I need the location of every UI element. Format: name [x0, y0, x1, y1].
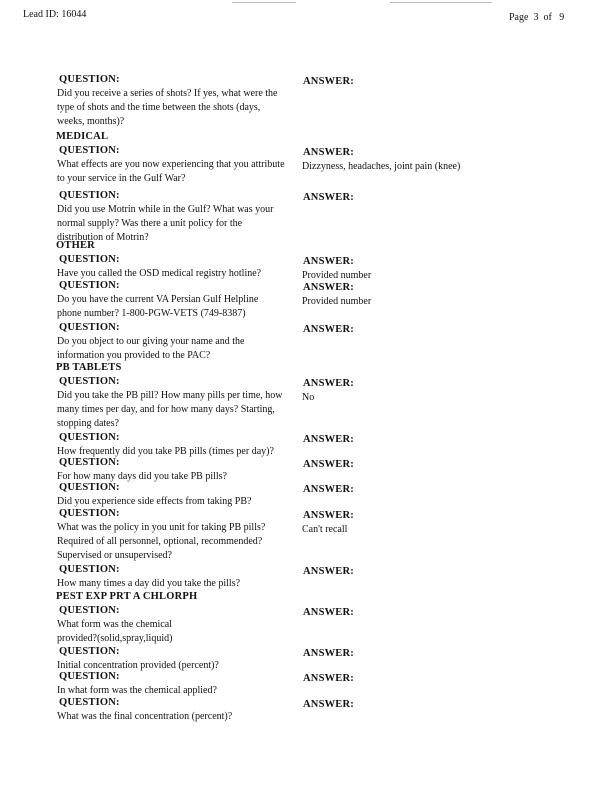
question-text: What form was the chemical — [57, 619, 172, 630]
question-text: Required of all personnel, optional, recommended? — [57, 536, 263, 547]
answer-label: ANSWER: — [303, 434, 354, 445]
answer-text: Provided number — [302, 270, 372, 281]
question-text: phone number? 1-800-PGW-VETS (749-8387) — [57, 308, 246, 319]
scan-artifact-line — [390, 2, 444, 3]
question-label: QUESTION: — [59, 190, 120, 201]
question-text: weeks, months)? — [57, 116, 125, 127]
question-text: Initial concentration provided (percent)? — [57, 660, 219, 671]
question-text: type of shots and the time between the shots (days, — [57, 102, 261, 113]
answer-label: ANSWER: — [303, 192, 354, 203]
answer-label: ANSWER: — [303, 147, 354, 158]
scan-artifact-line — [232, 2, 296, 3]
question-label: QUESTION: — [59, 457, 120, 468]
answer-label: ANSWER: — [303, 699, 354, 710]
question-label: QUESTION: — [59, 482, 120, 493]
question-text: What was the final concentration (percent)? — [57, 711, 233, 722]
question-text: information you provided to the PAC? — [57, 350, 211, 361]
page-number: Page 3 of 9 — [509, 12, 565, 23]
question-label: QUESTION: — [59, 254, 120, 265]
question-text: to your service in the Gulf War? — [57, 173, 186, 184]
question-label: QUESTION: — [59, 605, 120, 616]
question-text: For how many days did you take PB pills? — [57, 471, 227, 482]
question-text: provided?(solid,spray,liquid) — [57, 633, 173, 644]
question-text: Did you take the PB pill? How many pills per time, how — [57, 390, 283, 401]
question-text: How frequently did you take PB pills (times per day)? — [57, 446, 274, 457]
question-text: Did you experience side effects from taking PB? — [57, 496, 252, 507]
answer-label: ANSWER: — [303, 256, 354, 267]
question-text: distribution of Motrin? — [57, 232, 149, 243]
answer-label: ANSWER: — [303, 484, 354, 495]
question-text: How many times a day did you take the pills? — [57, 578, 241, 589]
question-label: QUESTION: — [59, 280, 120, 291]
question-label: QUESTION: — [59, 671, 120, 682]
question-text: Did you receive a series of shots? If yes, what were the — [57, 88, 278, 99]
question-text: Do you have the current VA Persian Gulf Helpline — [57, 294, 259, 305]
section-heading: PB TABLETS — [56, 362, 122, 373]
question-label: QUESTION: — [59, 322, 120, 333]
answer-text: Provided number — [302, 296, 372, 307]
answer-label: ANSWER: — [303, 282, 354, 293]
answer-text: Can't recall — [302, 524, 348, 535]
question-label: QUESTION: — [59, 646, 120, 657]
question-label: QUESTION: — [59, 508, 120, 519]
answer-label: ANSWER: — [303, 566, 354, 577]
question-text: many times per day, and for how many days? Starting, — [57, 404, 275, 415]
question-text: normal supply? Was there a unit policy for the — [57, 218, 243, 229]
answer-label: ANSWER: — [303, 673, 354, 684]
answer-label: ANSWER: — [303, 607, 354, 618]
section-heading: PEST EXP PRT A CHLORPH — [56, 591, 198, 602]
answer-label: ANSWER: — [303, 459, 354, 470]
question-text: Supervised or unsupervised? — [57, 550, 172, 561]
question-text: In what form was the chemical applied? — [57, 685, 217, 696]
lead-id: Lead ID: 16044 — [23, 9, 87, 20]
question-label: QUESTION: — [59, 564, 120, 575]
scan-artifact-line — [442, 2, 492, 3]
answer-text: No — [302, 392, 315, 403]
question-text: What effects are you now experiencing that you attribute — [57, 159, 285, 170]
question-text: Did you use Motrin while in the Gulf? What was your — [57, 204, 274, 215]
section-heading: MEDICAL — [56, 131, 109, 142]
question-text: Do you object to our giving your name and the — [57, 336, 245, 347]
answer-label: ANSWER: — [303, 648, 354, 659]
answer-label: ANSWER: — [303, 510, 354, 521]
question-label: QUESTION: — [59, 697, 120, 708]
answer-text: Dizzyness, headaches, joint pain (knee) — [302, 161, 461, 172]
answer-label: ANSWER: — [303, 76, 354, 87]
answer-label: ANSWER: — [303, 378, 354, 389]
question-text: Have you called the OSD medical registry hotline? — [57, 268, 262, 279]
question-text: What was the policy in you unit for taking PB pills? — [57, 522, 266, 533]
question-text: stopping dates? — [57, 418, 119, 429]
question-label: QUESTION: — [59, 376, 120, 387]
question-label: QUESTION: — [59, 74, 120, 85]
section-heading: OTHER — [56, 240, 95, 251]
question-label: QUESTION: — [59, 432, 120, 443]
question-label: QUESTION: — [59, 145, 120, 156]
answer-label: ANSWER: — [303, 324, 354, 335]
